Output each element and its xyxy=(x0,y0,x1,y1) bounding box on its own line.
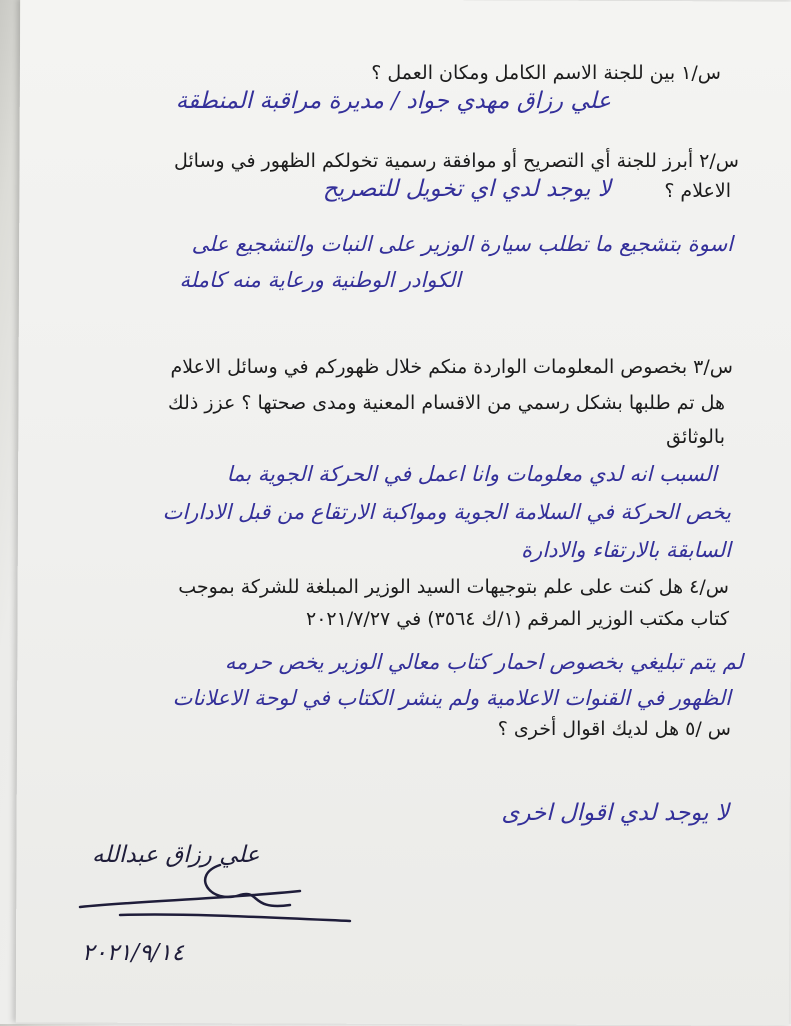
question-5-line-1: س /٥ هل لديك اقوال أخرى ؟ xyxy=(497,718,731,740)
signature-name: علي رزاق عبدالله xyxy=(92,842,260,868)
question-2-line-2: الاعلام ؟ xyxy=(664,180,731,202)
signature-mark xyxy=(60,855,360,935)
answer-5-line-1: لا يوجد لدي اقوال اخرى xyxy=(501,800,729,826)
answer-3-line-2: يخص الحركة في السلامة الجوية ومواكبة الارتقاع من قبل الادارات xyxy=(162,500,731,524)
answer-1-line-1: علي رزاق مهدي جواد / مديرة مراقبة المنطقة xyxy=(175,88,611,114)
question-4-line-2: كتاب مكتب الوزير المرقم (١/ك ٣٥٦٤) في ٢٠٢١/٧/٢٧ xyxy=(305,608,729,630)
answer-2-inline: لا يوجد لدي اي تخويل للتصريح xyxy=(322,176,611,202)
answer-3-line-3: السابقة بالارتقاء والادارة xyxy=(521,538,731,562)
answer-2-line-2: الكوادر الوطنية ورعاية منه كاملة xyxy=(179,268,461,292)
question-3-line-1: س/٣ بخصوص المعلومات الواردة منكم خلال ظهوركم في وسائل الاعلام xyxy=(170,356,733,378)
question-3-line-2: هل تم طلبها بشكل رسمي من الاقسام المعنية ومدى صحتها ؟ عزز ذلك xyxy=(168,392,725,414)
question-1-line-1: س/١ بين للجنة الاسم الكامل ومكان العمل ؟ xyxy=(371,62,721,84)
answer-2-line-1: اسوة بتشجيع ما تطلب سيارة الوزير على النبات والتشجيع على xyxy=(191,232,733,256)
answer-3-line-1: السبب انه لدي معلومات وانا اعمل في الحركة الجوية بما xyxy=(226,462,717,486)
question-4-line-1: س/٤ هل كنت على علم بتوجيهات السيد الوزير المبلغة للشركة بموجب xyxy=(178,576,729,598)
question-2-line-1: س/٢ أبرز للجنة أي التصريح أو موافقة رسمية تخولكم الظهور في وسائل xyxy=(174,150,739,172)
signature-date: ٢٠٢١/٩/١٤ xyxy=(82,940,184,966)
answer-4-line-2: الظهور في القنوات الاعلامية ولم ينشر الكتاب في لوحة الاعلانات xyxy=(172,686,731,710)
answer-4-line-1: لم يتم تبليغي بخصوص احمار كتاب معالي الوزير يخص حرمه xyxy=(224,650,743,674)
question-3-line-3: بالوثائق xyxy=(666,426,725,448)
